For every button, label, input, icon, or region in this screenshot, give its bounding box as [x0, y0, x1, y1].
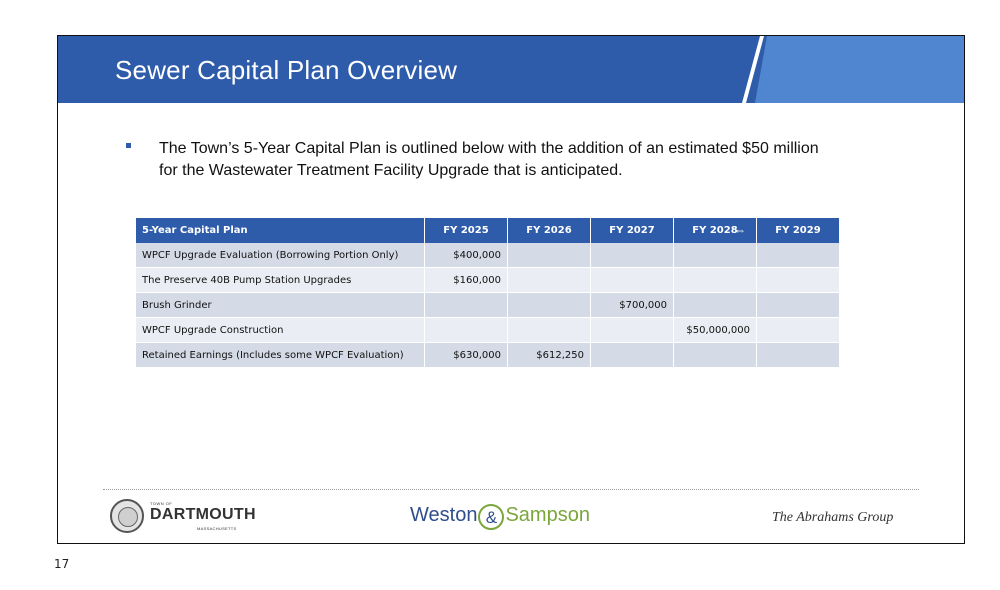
dartmouth-seal-icon	[110, 499, 144, 533]
table-cell	[757, 293, 840, 318]
table-cell	[425, 293, 508, 318]
header-cell: FY 2028	[674, 218, 757, 243]
weston-text: Weston	[410, 504, 478, 526]
column-resize-cursor-icon: ⇔	[734, 223, 746, 237]
table-cell	[591, 318, 674, 343]
table-row	[136, 243, 840, 268]
table-cell	[757, 343, 840, 368]
dartmouth-state: MASSACHUSETTS	[197, 526, 237, 531]
table-cell: WPCF Upgrade Evaluation (Borrowing Portion Only)	[136, 243, 425, 268]
dartmouth-logo	[110, 497, 256, 537]
table-cell: WPCF Upgrade Construction	[136, 318, 425, 343]
table-cell	[757, 268, 840, 293]
footer-divider	[103, 489, 919, 490]
bullet-text: The Town’s 5-Year Capital Plan is outlined below with the addition of an estimated $50 million for the Wastewater Treatment Facility Upgrade that is anticipated.	[159, 140, 819, 179]
table-cell: $612,250	[508, 343, 591, 368]
dartmouth-name: DARTMOUTH	[150, 506, 256, 523]
banner-accent	[755, 36, 964, 103]
table-cell: The Preserve 40B Pump Station Upgrades	[136, 268, 425, 293]
header-cell: 5-Year Capital Plan	[136, 218, 425, 243]
table-cell	[591, 268, 674, 293]
table-cell	[757, 318, 840, 343]
table-cell	[674, 268, 757, 293]
table-cell	[508, 318, 591, 343]
ampersand-circle-icon: &	[478, 504, 504, 530]
capital-plan-table	[136, 218, 840, 368]
table-cell: Retained Earnings (Includes some WPCF Evaluation)	[136, 343, 425, 368]
table-cell: $400,000	[425, 243, 508, 268]
table-cell	[674, 293, 757, 318]
table-cell: $700,000	[591, 293, 674, 318]
sampson-text: Sampson	[505, 504, 590, 526]
table-row	[136, 343, 840, 368]
abrahams-group-logo: The Abrahams Group	[772, 510, 894, 525]
table-cell	[508, 293, 591, 318]
header-cell: FY 2026	[508, 218, 591, 243]
dartmouth-town-of: TOWN OF	[150, 501, 173, 506]
table-cell	[508, 268, 591, 293]
header-cell: FY 2027	[591, 218, 674, 243]
header-cell: FY 2029	[757, 218, 840, 243]
weston-sampson-logo	[410, 504, 590, 536]
table-cell: $160,000	[425, 268, 508, 293]
table-cell	[757, 243, 840, 268]
table-cell: $630,000	[425, 343, 508, 368]
table-cell: $50,000,000	[674, 318, 757, 343]
slide-title: Sewer Capital Plan Overview	[115, 55, 458, 85]
table-cell: Brush Grinder	[136, 293, 425, 318]
square-bullet-icon	[126, 143, 131, 148]
page-number: 17	[54, 557, 70, 571]
table-row	[136, 293, 840, 318]
header-cell: FY 2025	[425, 218, 508, 243]
table-row	[136, 268, 840, 293]
table-cell	[508, 243, 591, 268]
table-cell	[591, 343, 674, 368]
table-cell	[674, 343, 757, 368]
table-cell	[674, 243, 757, 268]
table-cell	[425, 318, 508, 343]
table-row	[136, 318, 840, 343]
table-cell	[591, 243, 674, 268]
slide	[57, 35, 965, 544]
